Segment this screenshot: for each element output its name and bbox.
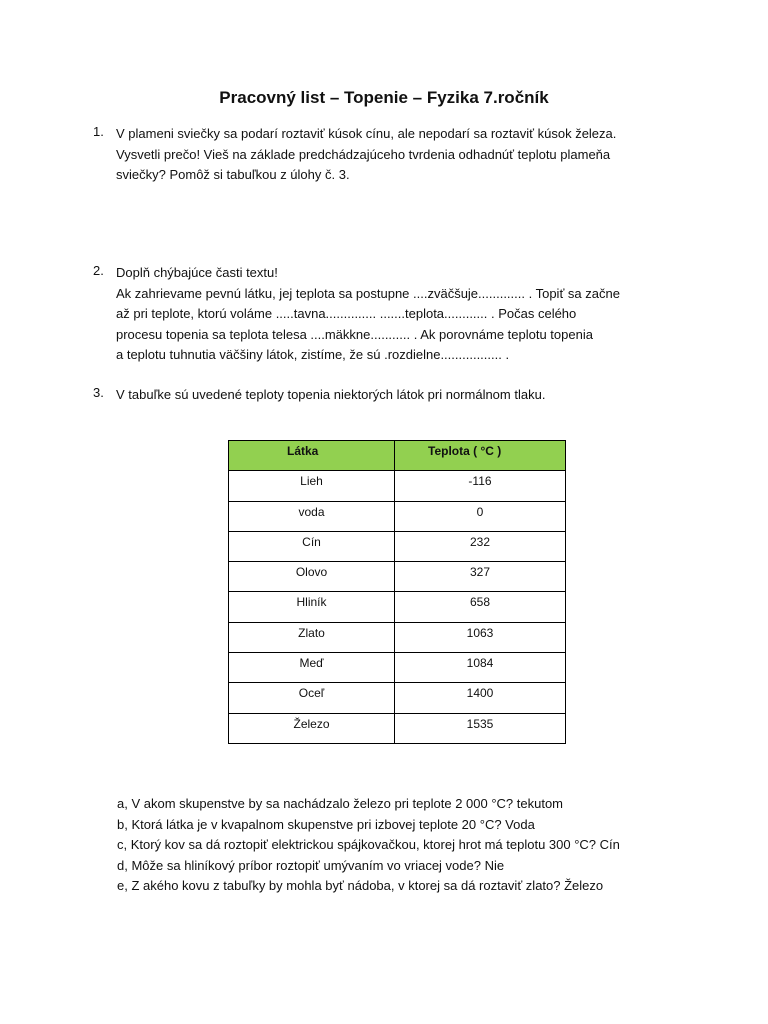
table-row bbox=[229, 683, 566, 713]
substance-cell: Hliník bbox=[229, 592, 395, 622]
substance-cell: Cín bbox=[229, 531, 395, 561]
temperature-cell: -116 bbox=[395, 471, 566, 501]
answers-list bbox=[117, 794, 717, 897]
table-row bbox=[229, 713, 566, 743]
answer-a: a, V akom skupenstve by sa nachádzalo železo pri teplote 2 000 °C? tekutom bbox=[117, 796, 564, 811]
table-row bbox=[229, 622, 566, 652]
question-text-line: sviečky? Pomôž si tabuľkou z úlohy č. 3. bbox=[116, 167, 350, 182]
answer-c: c, Ktorý kov sa dá roztopiť elektrickou spájkovačkou, ktorej hrot má teplotu 300 °C? Cín bbox=[117, 837, 620, 853]
question-text-line: procesu topenia sa teplota telesa ....mäkkne........... . Ak porovnáme teplotu topenia bbox=[116, 326, 593, 342]
temperature-cell: 0 bbox=[395, 501, 566, 531]
temperature-cell: 232 bbox=[395, 531, 566, 561]
substance-cell: Lieh bbox=[229, 471, 395, 501]
temperature-cell: 327 bbox=[395, 562, 566, 592]
table-row bbox=[229, 562, 566, 592]
question-text-line: a teplotu tuhnutia väčšiny látok, zistíme, že sú .rozdielne................. . bbox=[116, 347, 510, 362]
temperature-cell: 1400 bbox=[395, 683, 566, 713]
page-title: Pracovný list – Topenie – Fyzika 7.ročník bbox=[219, 88, 549, 107]
question-text-line: Ak zahrievame pevnú látku, jej teplota sa postupne ....zväčšuje............. . Topiť sa začne bbox=[116, 285, 620, 301]
temperature-cell: 1535 bbox=[395, 713, 566, 743]
substance-cell: Meď bbox=[229, 653, 395, 683]
table-row bbox=[229, 653, 566, 683]
temperature-cell: 1063 bbox=[395, 622, 566, 652]
answer-b: b, Ktorá látka je v kvapalnom skupenstve pri izbovej teplote 20 °C? Voda bbox=[117, 816, 535, 832]
header-substance: Látka bbox=[229, 441, 395, 471]
question-number: 3. bbox=[93, 385, 104, 400]
question-text-line: až pri teplote, ktorú voláme .....tavna.............. .......teplota............ . Počas celého bbox=[116, 306, 577, 321]
table-row bbox=[229, 531, 566, 561]
table-row bbox=[229, 592, 566, 622]
substance-cell: Olovo bbox=[229, 562, 395, 592]
question-text-line: Vysvetli prečo! Vieš na základe predchádzajúceho tvrdenia odhadnúť teplotu plameňa bbox=[116, 146, 611, 162]
question-number: 1. bbox=[93, 124, 104, 139]
answer-d: d, Môže sa hliníkový príbor roztopiť umývaním vo vriacej vode? Nie bbox=[117, 857, 505, 873]
temperature-cell: 1084 bbox=[395, 653, 566, 683]
header-temperature: Teplota ( °C ) bbox=[395, 441, 566, 471]
answer-e: e, Z akého kovu z tabuľky by mohla byť nádoba, v ktorej sa dá roztaviť zlato? Železo bbox=[117, 878, 604, 894]
table-header-row bbox=[229, 441, 566, 471]
melting-point-table bbox=[228, 440, 566, 744]
temperature-cell: 658 bbox=[395, 592, 566, 622]
substance-cell: Železo bbox=[229, 713, 395, 743]
table-row bbox=[229, 501, 566, 531]
question-text-line: V plameni sviečky sa podarí roztaviť kúsok cínu, ale nepodarí sa roztaviť kúsok železa. bbox=[116, 126, 617, 141]
table-row bbox=[229, 471, 566, 501]
question-text-line: Doplň chýbajúce časti textu! bbox=[116, 265, 278, 280]
substance-cell: voda bbox=[229, 501, 395, 531]
question-number: 2. bbox=[93, 263, 104, 278]
substance-cell: Zlato bbox=[229, 622, 395, 652]
question-text-line: V tabuľke sú uvedené teploty topenia niektorých látok pri normálnom tlaku. bbox=[116, 387, 546, 402]
substance-cell: Oceľ bbox=[229, 683, 395, 713]
